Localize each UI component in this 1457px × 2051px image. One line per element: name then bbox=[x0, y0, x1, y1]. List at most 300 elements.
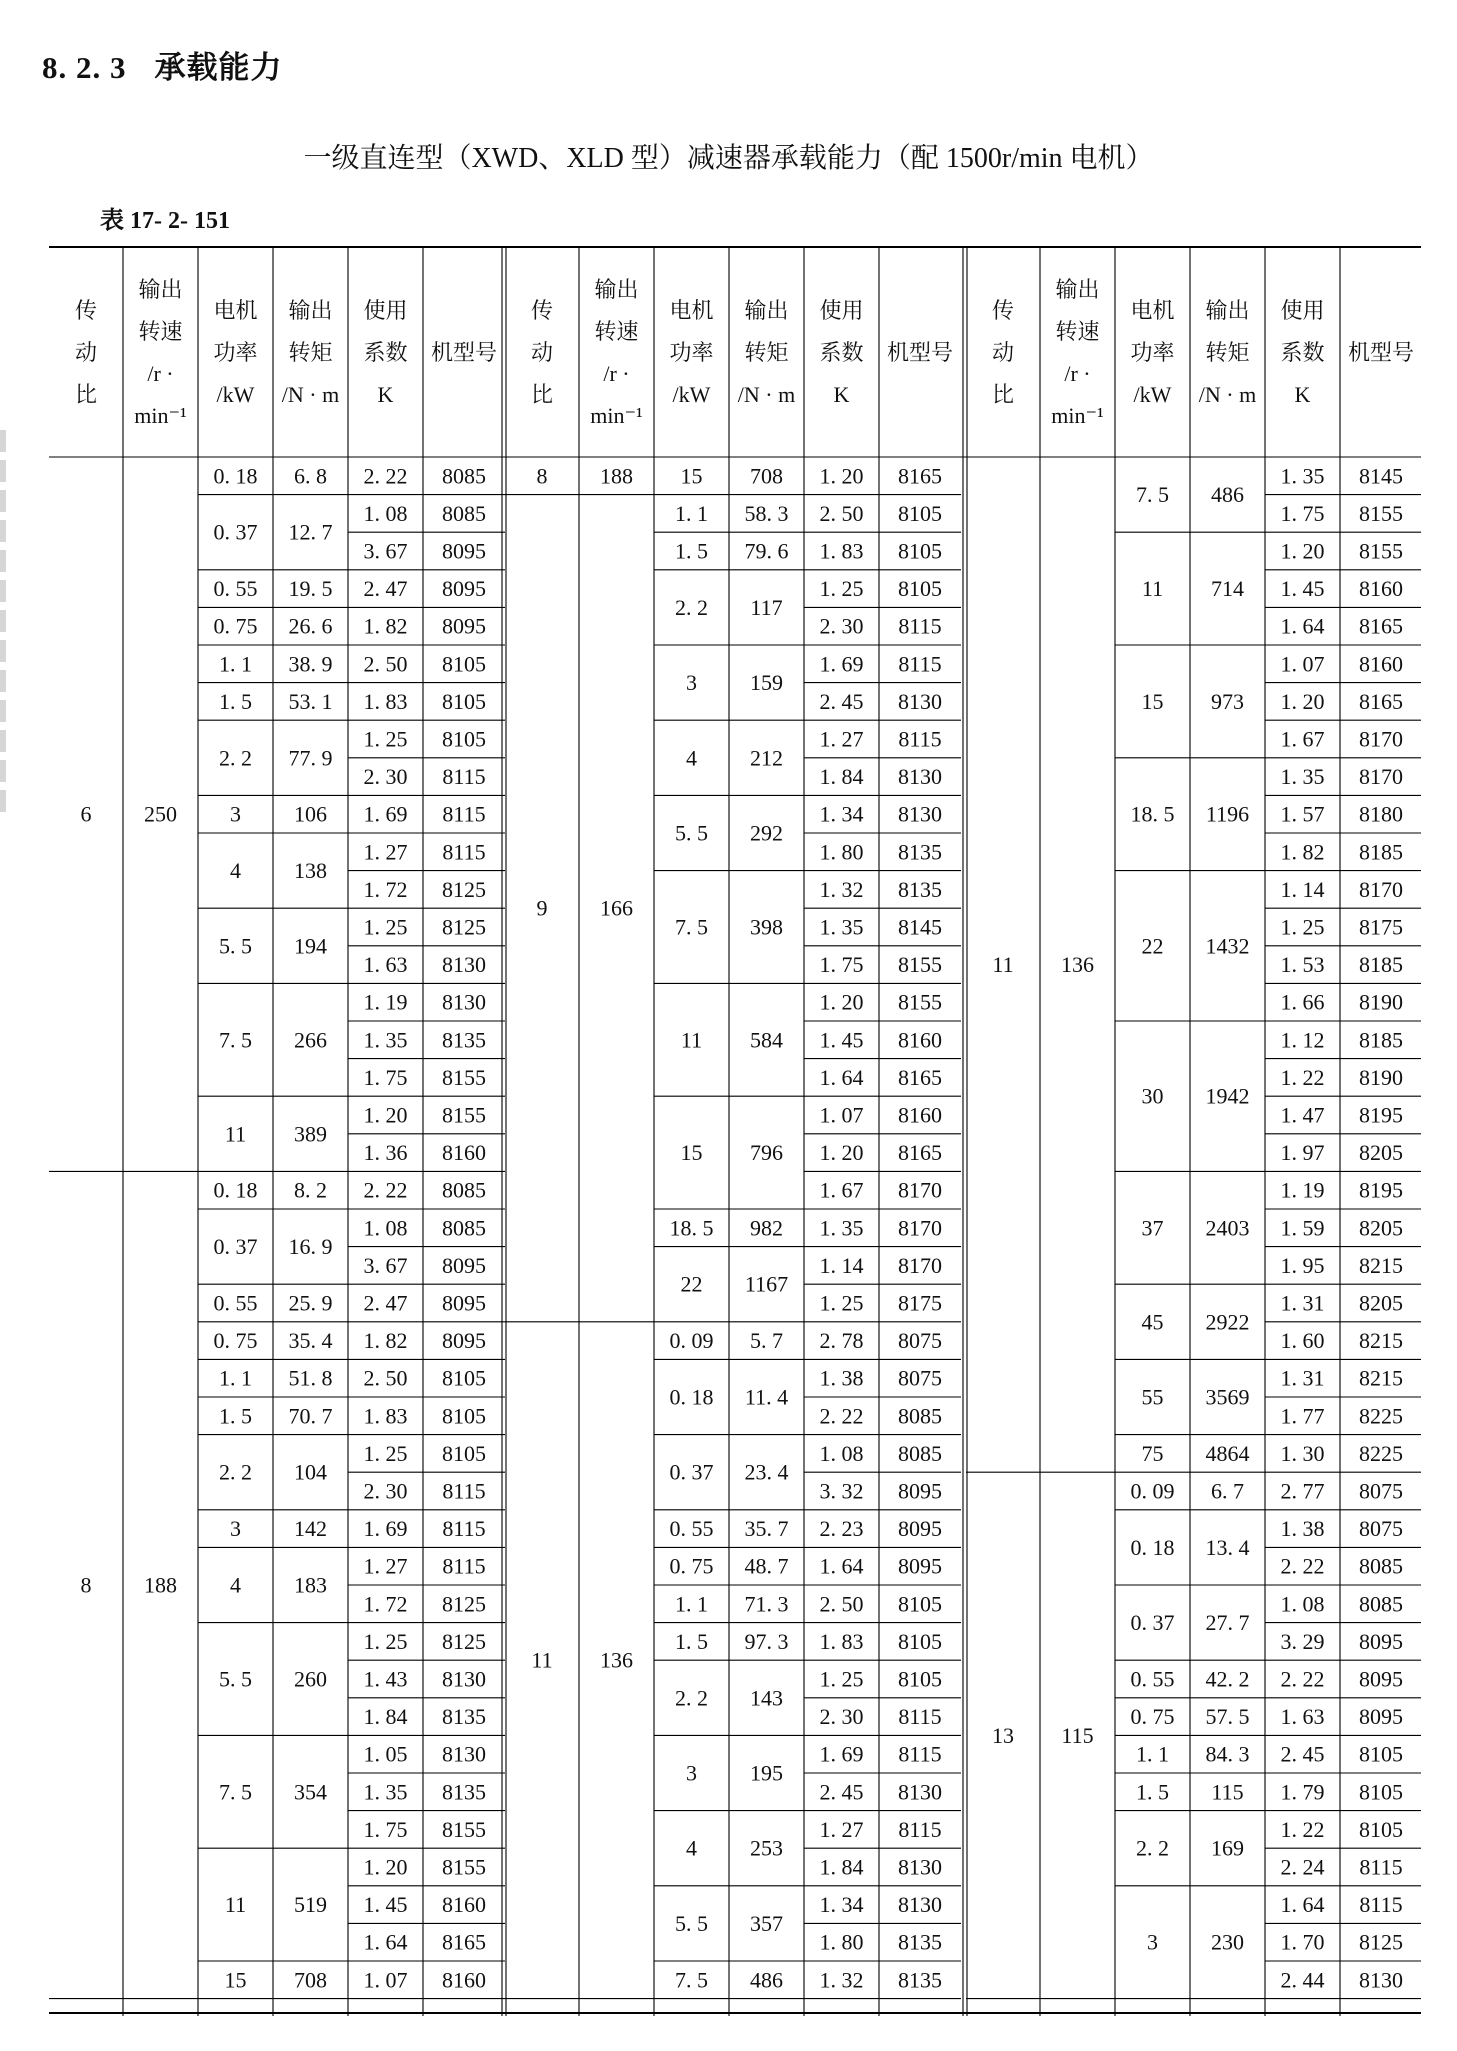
output-torque-cell: 70. 7 bbox=[288, 1403, 333, 1429]
model-number-cell: 8205 bbox=[1359, 1140, 1403, 1166]
service-factor-cell: 1. 20 bbox=[363, 1102, 408, 1128]
service-factor-cell: 2. 50 bbox=[819, 1591, 864, 1617]
service-factor-cell: 1. 14 bbox=[819, 1252, 864, 1278]
service-factor-cell: 1. 63 bbox=[1280, 1704, 1325, 1730]
model-number-cell: 8125 bbox=[442, 1628, 486, 1654]
service-factor-cell: 1. 82 bbox=[363, 613, 408, 639]
service-factor-cell: 1. 45 bbox=[363, 1892, 408, 1918]
output-torque-cell: 973 bbox=[1211, 688, 1244, 714]
service-factor-cell: 1. 59 bbox=[1280, 1215, 1325, 1241]
service-factor-cell: 1. 75 bbox=[363, 1064, 408, 1090]
motor-power-cell: 5. 5 bbox=[219, 1666, 252, 1692]
service-factor-cell: 1. 08 bbox=[363, 500, 408, 526]
service-factor-cell: 1. 25 bbox=[819, 1290, 864, 1316]
service-factor-cell: 1. 72 bbox=[363, 1591, 408, 1617]
model-number-cell: 8130 bbox=[898, 801, 942, 827]
output-torque-cell: 6. 7 bbox=[1211, 1478, 1244, 1504]
service-factor-cell: 1. 69 bbox=[819, 651, 864, 677]
header-model-line: 机型号 bbox=[430, 340, 498, 365]
model-number-cell: 8125 bbox=[1359, 1929, 1403, 1955]
service-factor-cell: 1. 20 bbox=[819, 989, 864, 1015]
motor-power-cell: 45 bbox=[1141, 1309, 1164, 1335]
model-number-cell: 8125 bbox=[442, 876, 486, 902]
service-factor-cell: 1. 64 bbox=[819, 1553, 864, 1579]
model-number-cell: 8165 bbox=[1359, 688, 1403, 714]
service-factor-cell: 1. 69 bbox=[363, 801, 408, 827]
output-torque-cell: 58. 3 bbox=[744, 500, 789, 526]
output-torque-cell: 115 bbox=[1211, 1779, 1244, 1805]
output-torque-cell: 5. 7 bbox=[750, 1328, 783, 1354]
header-ratio-line: 传 bbox=[530, 298, 554, 323]
motor-power-cell: 37 bbox=[1141, 1215, 1164, 1241]
model-number-cell: 8130 bbox=[898, 1854, 942, 1880]
output-speed-cell: 166 bbox=[600, 895, 633, 921]
motor-power-cell: 7. 5 bbox=[675, 914, 708, 940]
service-factor-cell: 1. 95 bbox=[1280, 1252, 1325, 1278]
header-speed-line: /r · bbox=[147, 361, 174, 386]
service-factor-cell: 2. 30 bbox=[819, 1704, 864, 1730]
header-speed-line: /r · bbox=[603, 361, 630, 386]
service-factor-cell: 1. 12 bbox=[1280, 1027, 1325, 1053]
model-number-cell: 8135 bbox=[898, 1929, 942, 1955]
service-factor-cell: 1. 80 bbox=[819, 839, 864, 865]
header-torque-line: 转矩 bbox=[288, 340, 333, 365]
output-torque-cell: 357 bbox=[750, 1910, 783, 1936]
service-factor-cell: 2. 22 bbox=[363, 1177, 408, 1203]
service-factor-cell: 1. 25 bbox=[819, 576, 864, 602]
service-factor-cell: 1. 82 bbox=[1280, 839, 1325, 865]
service-factor-cell: 1. 45 bbox=[819, 1027, 864, 1053]
header-power-line: 电机 bbox=[1130, 298, 1175, 323]
model-number-cell: 8105 bbox=[898, 1591, 942, 1617]
model-number-cell: 8130 bbox=[442, 952, 486, 978]
output-torque-cell: 8. 2 bbox=[294, 1177, 327, 1203]
model-number-cell: 8135 bbox=[442, 1704, 486, 1730]
table-number: 表 17- 2- 151 bbox=[100, 208, 230, 234]
motor-power-cell: 7. 5 bbox=[675, 1967, 708, 1993]
model-number-cell: 8180 bbox=[1359, 801, 1403, 827]
model-number-cell: 8105 bbox=[442, 1403, 486, 1429]
header-power-line: /kW bbox=[672, 382, 711, 407]
service-factor-cell: 1. 08 bbox=[363, 1215, 408, 1241]
model-number-cell: 8155 bbox=[442, 1102, 486, 1128]
service-factor-cell: 1. 32 bbox=[819, 876, 864, 902]
motor-power-cell: 2. 2 bbox=[1136, 1835, 1169, 1861]
output-torque-cell: 6. 8 bbox=[294, 463, 327, 489]
motor-power-cell: 1. 1 bbox=[219, 1365, 252, 1391]
motor-power-cell: 0. 09 bbox=[1130, 1478, 1175, 1504]
model-number-cell: 8095 bbox=[442, 1252, 486, 1278]
output-torque-cell: 104 bbox=[294, 1459, 327, 1485]
header-factor-line: 系数 bbox=[819, 340, 864, 365]
header-torque-line: /N · m bbox=[1198, 382, 1257, 407]
service-factor-cell: 1. 35 bbox=[363, 1779, 408, 1805]
header-speed-line: min⁻¹ bbox=[590, 403, 643, 428]
motor-power-cell: 0. 75 bbox=[669, 1553, 714, 1579]
service-factor-cell: 2. 22 bbox=[1280, 1666, 1325, 1692]
model-number-cell: 8170 bbox=[898, 1177, 942, 1203]
output-torque-cell: 266 bbox=[294, 1027, 327, 1053]
output-speed-cell: 136 bbox=[1061, 952, 1094, 978]
service-factor-cell: 1. 19 bbox=[1280, 1177, 1325, 1203]
motor-power-cell: 0. 18 bbox=[669, 1384, 714, 1410]
service-factor-cell: 2. 30 bbox=[363, 764, 408, 790]
service-factor-cell: 1. 82 bbox=[363, 1328, 408, 1354]
model-number-cell: 8145 bbox=[1359, 463, 1403, 489]
model-number-cell: 8225 bbox=[1359, 1403, 1403, 1429]
header-ratio-line: 动 bbox=[74, 340, 98, 365]
model-number-cell: 8165 bbox=[1359, 613, 1403, 639]
service-factor-cell: 1. 27 bbox=[363, 1553, 408, 1579]
model-number-cell: 8170 bbox=[898, 1215, 942, 1241]
model-number-cell: 8130 bbox=[898, 1779, 942, 1805]
service-factor-cell: 1. 25 bbox=[363, 1628, 408, 1654]
motor-power-cell: 11 bbox=[1141, 576, 1164, 602]
motor-power-cell: 7. 5 bbox=[1136, 482, 1169, 508]
service-factor-cell: 1. 83 bbox=[819, 1628, 864, 1654]
model-number-cell: 8095 bbox=[898, 1553, 942, 1579]
service-factor-cell: 1. 72 bbox=[363, 876, 408, 902]
model-number-cell: 8130 bbox=[898, 688, 942, 714]
service-factor-cell: 1. 60 bbox=[1280, 1328, 1325, 1354]
output-torque-cell: 23. 4 bbox=[744, 1459, 789, 1485]
service-factor-cell: 2. 44 bbox=[1280, 1967, 1325, 1993]
output-torque-cell: 26. 6 bbox=[288, 613, 333, 639]
motor-power-cell: 11 bbox=[680, 1027, 703, 1053]
section-title: 承载能力 bbox=[154, 50, 283, 85]
output-torque-cell: 48. 7 bbox=[744, 1553, 789, 1579]
service-factor-cell: 3. 32 bbox=[819, 1478, 864, 1504]
service-factor-cell: 1. 27 bbox=[363, 839, 408, 865]
model-number-cell: 8115 bbox=[1359, 1854, 1403, 1880]
output-torque-cell: 35. 7 bbox=[744, 1516, 789, 1542]
header-model-line: 机型号 bbox=[886, 340, 954, 365]
output-torque-cell: 194 bbox=[294, 933, 327, 959]
header-ratio-line: 动 bbox=[991, 340, 1015, 365]
model-number-cell: 8095 bbox=[442, 1328, 486, 1354]
service-factor-cell: 1. 64 bbox=[819, 1064, 864, 1090]
service-factor-cell: 1. 36 bbox=[363, 1140, 408, 1166]
output-torque-cell: 1167 bbox=[744, 1271, 789, 1297]
motor-power-cell: 2. 2 bbox=[219, 1459, 252, 1485]
model-number-cell: 8075 bbox=[1359, 1478, 1403, 1504]
model-number-cell: 8155 bbox=[442, 1854, 486, 1880]
service-factor-cell: 1. 20 bbox=[819, 1140, 864, 1166]
model-number-cell: 8170 bbox=[1359, 726, 1403, 752]
model-number-cell: 8115 bbox=[898, 651, 942, 677]
output-torque-cell: 53. 1 bbox=[288, 688, 333, 714]
motor-power-cell: 0. 55 bbox=[669, 1516, 714, 1542]
service-factor-cell: 2. 22 bbox=[363, 463, 408, 489]
service-factor-cell: 1. 20 bbox=[1280, 688, 1325, 714]
service-factor-cell: 2. 24 bbox=[1280, 1854, 1325, 1880]
output-torque-cell: 35. 4 bbox=[288, 1328, 333, 1354]
header-torque-line: 转矩 bbox=[1205, 340, 1250, 365]
service-factor-cell: 1. 20 bbox=[363, 1854, 408, 1880]
motor-power-cell: 5. 5 bbox=[219, 933, 252, 959]
model-number-cell: 8135 bbox=[442, 1027, 486, 1053]
model-number-cell: 8105 bbox=[442, 1365, 486, 1391]
model-number-cell: 8160 bbox=[442, 1892, 486, 1918]
model-number-cell: 8095 bbox=[442, 613, 486, 639]
output-torque-cell: 38. 9 bbox=[288, 651, 333, 677]
model-number-cell: 8095 bbox=[898, 1478, 942, 1504]
motor-power-cell: 2. 2 bbox=[675, 1685, 708, 1711]
output-torque-cell: 57. 5 bbox=[1205, 1704, 1250, 1730]
motor-power-cell: 5. 5 bbox=[675, 820, 708, 846]
model-number-cell: 8185 bbox=[1359, 1027, 1403, 1053]
service-factor-cell: 1. 08 bbox=[819, 1440, 864, 1466]
model-number-cell: 8095 bbox=[898, 1516, 942, 1542]
service-factor-cell: 1. 05 bbox=[363, 1741, 408, 1767]
service-factor-cell: 1. 35 bbox=[819, 914, 864, 940]
output-torque-cell: 708 bbox=[294, 1967, 327, 1993]
output-torque-cell: 79. 6 bbox=[744, 538, 789, 564]
model-number-cell: 8115 bbox=[898, 1816, 942, 1842]
model-number-cell: 8115 bbox=[1359, 1892, 1403, 1918]
model-number-cell: 8115 bbox=[898, 1741, 942, 1767]
service-factor-cell: 1. 14 bbox=[1280, 876, 1325, 902]
service-factor-cell: 1. 34 bbox=[819, 801, 864, 827]
table-grid bbox=[49, 248, 1421, 2016]
motor-power-cell: 75 bbox=[1141, 1440, 1164, 1466]
output-torque-cell: 708 bbox=[750, 463, 783, 489]
header-speed-line: 转速 bbox=[1055, 319, 1100, 344]
ratio-cell: 11 bbox=[992, 952, 1014, 978]
model-number-cell: 8085 bbox=[442, 463, 486, 489]
service-factor-cell: 1. 83 bbox=[819, 538, 864, 564]
motor-power-cell: 0. 37 bbox=[213, 1234, 258, 1260]
model-number-cell: 8205 bbox=[1359, 1215, 1403, 1241]
motor-power-cell: 1. 1 bbox=[675, 1591, 708, 1617]
motor-power-cell: 1. 1 bbox=[219, 651, 252, 677]
service-factor-cell: 1. 38 bbox=[1280, 1516, 1325, 1542]
service-factor-cell: 2. 30 bbox=[819, 613, 864, 639]
model-number-cell: 8115 bbox=[442, 801, 486, 827]
header-factor-line: 系数 bbox=[1280, 340, 1325, 365]
ratio-cell: 8 bbox=[536, 463, 548, 489]
output-torque-cell: 183 bbox=[294, 1572, 327, 1598]
model-number-cell: 8165 bbox=[898, 463, 942, 489]
service-factor-cell: 1. 35 bbox=[1280, 463, 1325, 489]
model-number-cell: 8095 bbox=[1359, 1666, 1403, 1692]
output-torque-cell: 117 bbox=[750, 594, 783, 620]
model-number-cell: 8165 bbox=[898, 1140, 942, 1166]
model-number-cell: 8105 bbox=[898, 500, 942, 526]
motor-power-cell: 0. 18 bbox=[1130, 1534, 1175, 1560]
model-number-cell: 8105 bbox=[1359, 1741, 1403, 1767]
model-number-cell: 8085 bbox=[898, 1403, 942, 1429]
model-number-cell: 8095 bbox=[442, 538, 486, 564]
header-torque-line: 转矩 bbox=[744, 340, 789, 365]
motor-power-cell: 0. 18 bbox=[213, 463, 258, 489]
model-number-cell: 8190 bbox=[1359, 989, 1403, 1015]
service-factor-cell: 1. 75 bbox=[363, 1816, 408, 1842]
header-speed-line: 输出 bbox=[1055, 277, 1100, 302]
header-torque-line: /N · m bbox=[281, 382, 340, 407]
service-factor-cell: 1. 25 bbox=[363, 1440, 408, 1466]
output-torque-cell: 982 bbox=[750, 1215, 783, 1241]
service-factor-cell: 1. 22 bbox=[1280, 1816, 1325, 1842]
output-torque-cell: 42. 2 bbox=[1205, 1666, 1250, 1692]
model-number-cell: 8215 bbox=[1359, 1252, 1403, 1278]
header-speed-line: 输出 bbox=[594, 277, 639, 302]
motor-power-cell: 11 bbox=[224, 1892, 247, 1918]
motor-power-cell: 11 bbox=[224, 1121, 247, 1147]
output-speed-cell: 188 bbox=[144, 1572, 177, 1598]
service-factor-cell: 1. 83 bbox=[363, 1403, 408, 1429]
model-number-cell: 8105 bbox=[898, 1628, 942, 1654]
header-model-line: 机型号 bbox=[1347, 340, 1415, 365]
motor-power-cell: 18. 5 bbox=[1130, 801, 1175, 827]
model-number-cell: 8085 bbox=[1359, 1591, 1403, 1617]
service-factor-cell: 1. 80 bbox=[819, 1929, 864, 1955]
model-number-cell: 8175 bbox=[898, 1290, 942, 1316]
motor-power-cell: 22 bbox=[680, 1271, 703, 1297]
header-power-line: 功率 bbox=[213, 340, 258, 365]
output-torque-cell: 138 bbox=[294, 858, 327, 884]
service-factor-cell: 1. 31 bbox=[1280, 1290, 1325, 1316]
motor-power-cell: 3 bbox=[686, 1760, 697, 1786]
service-factor-cell: 1. 45 bbox=[1280, 576, 1325, 602]
model-number-cell: 8165 bbox=[442, 1929, 486, 1955]
header-factor-line: 使用 bbox=[1280, 298, 1325, 323]
ratio-cell: 6 bbox=[80, 801, 92, 827]
motor-power-cell: 15 bbox=[1141, 688, 1164, 714]
motor-power-cell: 1. 1 bbox=[1136, 1741, 1169, 1767]
model-number-cell: 8125 bbox=[442, 914, 486, 940]
output-torque-cell: 143 bbox=[750, 1685, 783, 1711]
service-factor-cell: 1. 70 bbox=[1280, 1929, 1325, 1955]
model-number-cell: 8105 bbox=[898, 1666, 942, 1692]
service-factor-cell: 1. 25 bbox=[363, 726, 408, 752]
table-caption: 一级直连型（XWD、XLD 型）减速器承载能力（配 1500r/min 电机） bbox=[303, 143, 1154, 174]
model-number-cell: 8155 bbox=[442, 1064, 486, 1090]
header-factor-line: 使用 bbox=[363, 298, 408, 323]
header-power-line: /kW bbox=[1133, 382, 1172, 407]
header-speed-line: 转速 bbox=[138, 319, 183, 344]
model-number-cell: 8105 bbox=[442, 651, 486, 677]
model-number-cell: 8105 bbox=[442, 688, 486, 714]
output-torque-cell: 1196 bbox=[1205, 801, 1250, 827]
output-speed-cell: 250 bbox=[144, 801, 177, 827]
header-factor-line: 使用 bbox=[819, 298, 864, 323]
output-torque-cell: 230 bbox=[1211, 1929, 1244, 1955]
service-factor-cell: 1. 07 bbox=[819, 1102, 864, 1128]
service-factor-cell: 2. 47 bbox=[363, 1290, 408, 1316]
output-torque-cell: 584 bbox=[750, 1027, 783, 1053]
service-factor-cell: 3. 67 bbox=[363, 538, 408, 564]
model-number-cell: 8135 bbox=[898, 1967, 942, 1993]
service-factor-cell: 2. 45 bbox=[819, 688, 864, 714]
service-factor-cell: 3. 29 bbox=[1280, 1628, 1325, 1654]
output-torque-cell: 195 bbox=[750, 1760, 783, 1786]
header-ratio-line: 比 bbox=[530, 382, 554, 407]
motor-power-cell: 1. 5 bbox=[675, 1628, 708, 1654]
ratio-cell: 8 bbox=[80, 1572, 92, 1598]
service-factor-cell: 2. 50 bbox=[819, 500, 864, 526]
output-torque-cell: 19. 5 bbox=[288, 576, 333, 602]
header-speed-line: min⁻¹ bbox=[134, 403, 187, 428]
service-factor-cell: 2. 50 bbox=[363, 1365, 408, 1391]
header-torque-line: 输出 bbox=[1205, 298, 1250, 323]
motor-power-cell: 5. 5 bbox=[675, 1910, 708, 1936]
model-number-cell: 8075 bbox=[898, 1328, 942, 1354]
output-torque-cell: 4864 bbox=[1205, 1440, 1250, 1466]
service-factor-cell: 2. 77 bbox=[1280, 1478, 1325, 1504]
model-number-cell: 8115 bbox=[442, 764, 486, 790]
model-number-cell: 8095 bbox=[1359, 1704, 1403, 1730]
motor-power-cell: 0. 37 bbox=[1130, 1610, 1175, 1636]
service-factor-cell: 2. 78 bbox=[819, 1328, 864, 1354]
service-factor-cell: 1. 84 bbox=[363, 1704, 408, 1730]
output-torque-cell: 142 bbox=[294, 1516, 327, 1542]
header-torque-line: 输出 bbox=[288, 298, 333, 323]
header-torque-line: /N · m bbox=[737, 382, 796, 407]
model-number-cell: 8085 bbox=[898, 1440, 942, 1466]
model-number-cell: 8105 bbox=[1359, 1816, 1403, 1842]
output-torque-cell: 71. 3 bbox=[744, 1591, 789, 1617]
header-ratio-line: 传 bbox=[991, 298, 1015, 323]
model-number-cell: 8095 bbox=[1359, 1628, 1403, 1654]
service-factor-cell: 1. 75 bbox=[819, 952, 864, 978]
ratio-cell: 9 bbox=[536, 895, 548, 921]
service-factor-cell: 2. 50 bbox=[363, 651, 408, 677]
motor-power-cell: 15 bbox=[680, 1140, 703, 1166]
motor-power-cell: 4 bbox=[686, 1835, 697, 1861]
motor-power-cell: 15 bbox=[680, 463, 703, 489]
service-factor-cell: 1. 35 bbox=[363, 1027, 408, 1053]
header-power-line: 功率 bbox=[669, 340, 714, 365]
service-factor-cell: 1. 38 bbox=[819, 1365, 864, 1391]
model-number-cell: 8075 bbox=[1359, 1516, 1403, 1542]
ratio-cell: 11 bbox=[531, 1647, 553, 1673]
model-number-cell: 8085 bbox=[442, 1215, 486, 1241]
service-factor-cell: 2. 23 bbox=[819, 1516, 864, 1542]
header-factor-line: K bbox=[1294, 382, 1311, 407]
model-number-cell: 8130 bbox=[898, 1892, 942, 1918]
model-number-cell: 8130 bbox=[442, 1666, 486, 1692]
motor-power-cell: 7. 5 bbox=[219, 1779, 252, 1805]
motor-power-cell: 0. 75 bbox=[1130, 1704, 1175, 1730]
model-number-cell: 8115 bbox=[898, 1704, 942, 1730]
model-number-cell: 8205 bbox=[1359, 1290, 1403, 1316]
output-torque-cell: 97. 3 bbox=[744, 1628, 789, 1654]
header-ratio-line: 传 bbox=[74, 298, 98, 323]
header-speed-line: /r · bbox=[1064, 361, 1091, 386]
service-factor-cell: 1. 69 bbox=[819, 1741, 864, 1767]
output-torque-cell: 25. 9 bbox=[288, 1290, 333, 1316]
output-torque-cell: 169 bbox=[1211, 1835, 1244, 1861]
model-number-cell: 8160 bbox=[1359, 576, 1403, 602]
model-number-cell: 8095 bbox=[442, 576, 486, 602]
load-capacity-table bbox=[49, 246, 1421, 2014]
service-factor-cell: 1. 47 bbox=[1280, 1102, 1325, 1128]
header-ratio-line: 动 bbox=[530, 340, 554, 365]
output-torque-cell: 106 bbox=[294, 801, 327, 827]
model-number-cell: 8160 bbox=[1359, 651, 1403, 677]
motor-power-cell: 7. 5 bbox=[219, 1027, 252, 1053]
output-torque-cell: 3569 bbox=[1205, 1384, 1250, 1410]
service-factor-cell: 1. 84 bbox=[819, 764, 864, 790]
service-factor-cell: 1. 25 bbox=[819, 1666, 864, 1692]
service-factor-cell: 2. 47 bbox=[363, 576, 408, 602]
motor-power-cell: 3 bbox=[230, 1516, 241, 1542]
header-torque-line: 输出 bbox=[744, 298, 789, 323]
motor-power-cell: 0. 75 bbox=[213, 1328, 258, 1354]
model-number-cell: 8165 bbox=[898, 1064, 942, 1090]
model-number-cell: 8085 bbox=[442, 500, 486, 526]
